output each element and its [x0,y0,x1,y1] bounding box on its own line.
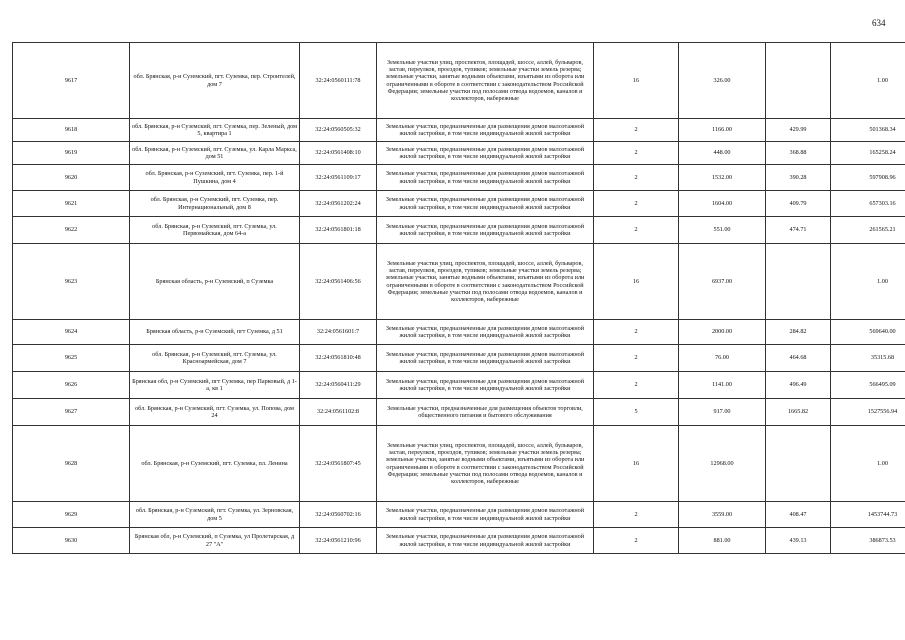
land-use-cell: Земельные участки, предназначенные для размещения домов малоэтажной жилой застройки, в том числе индивидуальной жилой застройки [377,372,594,399]
cadastral-value-cell: 1527556.94 [831,399,905,426]
cadastral-value-cell: 566495.09 [831,372,905,399]
land-use-cell: Земельные участки, предназначенные для размещения домов малоэтажной жилой застройки, в том числе индивидуальной жилой застройки [377,119,594,142]
area-cell: 3559.00 [679,502,766,528]
address-cell: обл. Брянская, р-н Суземский, пгт. Суземка, ул. Попова, дом 24 [130,399,300,426]
address-cell: обл. Брянская, р-н Суземский, пгт. Суземка, пер. Зеленый, дом 5, квартира 1 [130,119,300,142]
specific-value-cell: 1665.82 [766,399,831,426]
group-code-cell: 2 [594,320,679,345]
group-code-cell: 2 [594,119,679,142]
group-code-cell: 2 [594,165,679,191]
area-cell: 326.00 [679,43,766,119]
group-code-cell: 2 [594,191,679,217]
specific-value-cell: 474.71 [766,217,831,244]
land-use-cell: Земельные участки, предназначенные для размещения домов малоэтажной жилой застройки, в том числе индивидуальной жилой застройки [377,320,594,345]
land-use-cell: Земельные участки улиц, проспектов, площадей, шоссе, аллей, бульваров, застав, переулков, проездов, тупиков; земельные участки земель резерва; земельные участки, занятые водными объектами, изъятыми из оборота или ограниченными в обороте в соответствии с законодательством Российской Федерации; земельные участки под полосами отвода водоемов, каналов и коллекторов, набережные [377,426,594,502]
land-use-cell: Земельные участки улиц, проспектов, площадей, шоссе, аллей, бульваров, застав, переулков, проездов, тупиков; земельные участки земель резерва; земельные участки, занятые водными объектами, изъятыми из оборота или ограниченными в обороте в соответствии с законодательством Российской Федерации; земельные участки под полосами отвода водоемов, каналов и коллекторов, набережные [377,43,594,119]
row-number: 9621 [13,191,130,217]
address-cell: Брянская область, р-н Суземский, п Суземка [130,244,300,320]
table-row [13,320,905,345]
address-cell: обл. Брянская, р-н Суземский, пгт. Суземка, пер. 1-й Пушкина, дом 4 [130,165,300,191]
cadastral-value-cell: 569640.00 [831,320,905,345]
area-cell: 448.00 [679,142,766,165]
address-cell: обл. Брянская, р-н Суземский, пгт. Суземка, ул. Первомайская, дом 64-а [130,217,300,244]
cadastral-value-cell: 1.00 [831,244,905,320]
cadastral-value-cell: 657303.16 [831,191,905,217]
area-cell: 2000.00 [679,320,766,345]
specific-value-cell: 284.82 [766,320,831,345]
cadastral-number-cell: 32:24:0561109:17 [300,165,377,191]
table-row [13,372,905,399]
cadastral-number-cell: 32:24:0560505:32 [300,119,377,142]
cadastral-value-cell: 1.00 [831,43,905,119]
cadastral-number-cell: 32:24:0561601:7 [300,320,377,345]
cadastral-value-cell: 1.00 [831,426,905,502]
group-code-cell: 16 [594,43,679,119]
table-row [13,345,905,372]
group-code-cell: 2 [594,345,679,372]
row-number: 9627 [13,399,130,426]
land-use-cell: Земельные участки, предназначенные для размещения домов малоэтажной жилой застройки, в том числе индивидуальной жилой застройки [377,191,594,217]
row-number: 9625 [13,345,130,372]
cadastral-value-cell: 35315.68 [831,345,905,372]
row-number: 9620 [13,165,130,191]
cadastral-number-cell: 32:24:0560702:16 [300,502,377,528]
table-row [13,217,905,244]
table-row [13,191,905,217]
land-use-cell: Земельные участки, предназначенные для размещения домов малоэтажной жилой застройки, в том числе индивидуальной жилой застройки [377,502,594,528]
table-row [13,399,905,426]
row-number: 9622 [13,217,130,244]
area-cell: 1604.00 [679,191,766,217]
row-number: 9626 [13,372,130,399]
group-code-cell: 2 [594,372,679,399]
specific-value-cell [766,426,831,502]
cadastral-value-cell: 261565.21 [831,217,905,244]
specific-value-cell: 368.88 [766,142,831,165]
area-cell: 917.00 [679,399,766,426]
row-number: 9629 [13,502,130,528]
page-number: 634 [872,18,886,28]
cadastral-number-cell: 32:24:0561210:96 [300,528,377,554]
address-cell: обл. Брянская, р-н Суземский, пгт. Суземка, ул. Красноармейская, дом 7 [130,345,300,372]
cadastral-number-cell: 32:24:0561810:48 [300,345,377,372]
row-number: 9623 [13,244,130,320]
area-cell: 76.00 [679,345,766,372]
specific-value-cell [766,244,831,320]
cadastral-number-cell: 32:24:0561408:10 [300,142,377,165]
address-cell: обл. Брянская, р-н Суземский, пгт. Суземка, пер. Интернациональный, дом 8 [130,191,300,217]
cadastral-number-cell: 32:24:0561102:8 [300,399,377,426]
row-number: 9619 [13,142,130,165]
land-registry-table [12,42,905,554]
cadastral-value-cell: 386873.53 [831,528,905,554]
area-cell: 881.00 [679,528,766,554]
address-cell: Брянская обл, р-н Суземский, пгт Суземка, пер Парковый, д 1-а, кв 1 [130,372,300,399]
cadastral-number-cell: 32:24:0561807:45 [300,426,377,502]
address-cell: обл. Брянская, р-н Суземский, пгт. Суземка, ул. Зерновская, дом 5 [130,502,300,528]
specific-value-cell: 408.47 [766,502,831,528]
table-row [13,119,905,142]
cadastral-number-cell: 32:24:0560111:78 [300,43,377,119]
row-number: 9617 [13,43,130,119]
row-number: 9630 [13,528,130,554]
cadastral-value-cell: 597908.96 [831,165,905,191]
address-cell: обл. Брянская, р-н Суземский, пгт. Суземка, пер. Строителей, дом 7 [130,43,300,119]
land-use-cell: Земельные участки, предназначенные для размещения домов малоэтажной жилой застройки, в том числе индивидуальной жилой застройки [377,528,594,554]
land-use-cell: Земельные участки улиц, проспектов, площадей, шоссе, аллей, бульваров, застав, переулков, проездов, тупиков; земельные участки земель резерва; земельные участки, занятые водными объектами, изъятыми из оборота или ограниченными в обороте в соответствии с законодательством Российской Федерации; земельные участки под полосами отвода водоемов, каналов и коллекторов, набережные [377,244,594,320]
cadastral-value-cell: 1453744.73 [831,502,905,528]
specific-value-cell: 390.28 [766,165,831,191]
table-row [13,244,905,320]
land-use-cell: Земельные участки, предназначенные для размещения домов малоэтажной жилой застройки, в том числе индивидуальной жилой застройки [377,142,594,165]
specific-value-cell [766,43,831,119]
area-cell: 1141.00 [679,372,766,399]
area-cell: 12968.00 [679,426,766,502]
specific-value-cell: 464.68 [766,345,831,372]
group-code-cell: 5 [594,399,679,426]
table-row [13,528,905,554]
address-cell: Брянская обл, р-н Суземский, п Суземка, ул Пролетарская, д 27 "А" [130,528,300,554]
cadastral-number-cell: 32:24:0561801:18 [300,217,377,244]
group-code-cell: 2 [594,502,679,528]
address-cell: Брянская область, р-н Суземский, пгт Суземка, д 51 [130,320,300,345]
row-number: 9624 [13,320,130,345]
group-code-cell: 2 [594,217,679,244]
address-cell: обл. Брянская, р-н Суземский, пгт. Суземка, ул. Карла Маркса, дом 51 [130,142,300,165]
table-row [13,165,905,191]
group-code-cell: 16 [594,244,679,320]
cadastral-number-cell: 32:24:0561406:56 [300,244,377,320]
area-cell: 1532.00 [679,165,766,191]
table-row [13,502,905,528]
table-row [13,43,905,119]
land-use-cell: Земельные участки, предназначенные для размещения домов малоэтажной жилой застройки, в том числе индивидуальной жилой застройки [377,165,594,191]
table-row [13,426,905,502]
area-cell: 1166.00 [679,119,766,142]
cadastral-value-cell: 165258.24 [831,142,905,165]
group-code-cell: 16 [594,426,679,502]
row-number: 9618 [13,119,130,142]
specific-value-cell: 439.13 [766,528,831,554]
cadastral-value-cell: 501368.34 [831,119,905,142]
cadastral-number-cell: 32:24:0560411:29 [300,372,377,399]
group-code-cell: 2 [594,528,679,554]
area-cell: 551.00 [679,217,766,244]
specific-value-cell: 429.99 [766,119,831,142]
specific-value-cell: 496.49 [766,372,831,399]
land-use-cell: Земельные участки, предназначенные для размещения домов малоэтажной жилой застройки, в том числе индивидуальной жилой застройки [377,345,594,372]
table-row [13,142,905,165]
address-cell: обл. Брянская, р-н Суземский, пгт. Суземка, пл. Ленина [130,426,300,502]
land-use-cell: Земельные участки, предназначенные для размещения домов малоэтажной жилой застройки, в том числе индивидуальной жилой застройки [377,217,594,244]
specific-value-cell: 409.79 [766,191,831,217]
cadastral-number-cell: 32:24:0561202:24 [300,191,377,217]
area-cell: 6937.00 [679,244,766,320]
row-number: 9628 [13,426,130,502]
land-use-cell: Земельные участки, предназначенные для размещения объектов торговли, общественного питания и бытового обслуживания [377,399,594,426]
group-code-cell: 2 [594,142,679,165]
